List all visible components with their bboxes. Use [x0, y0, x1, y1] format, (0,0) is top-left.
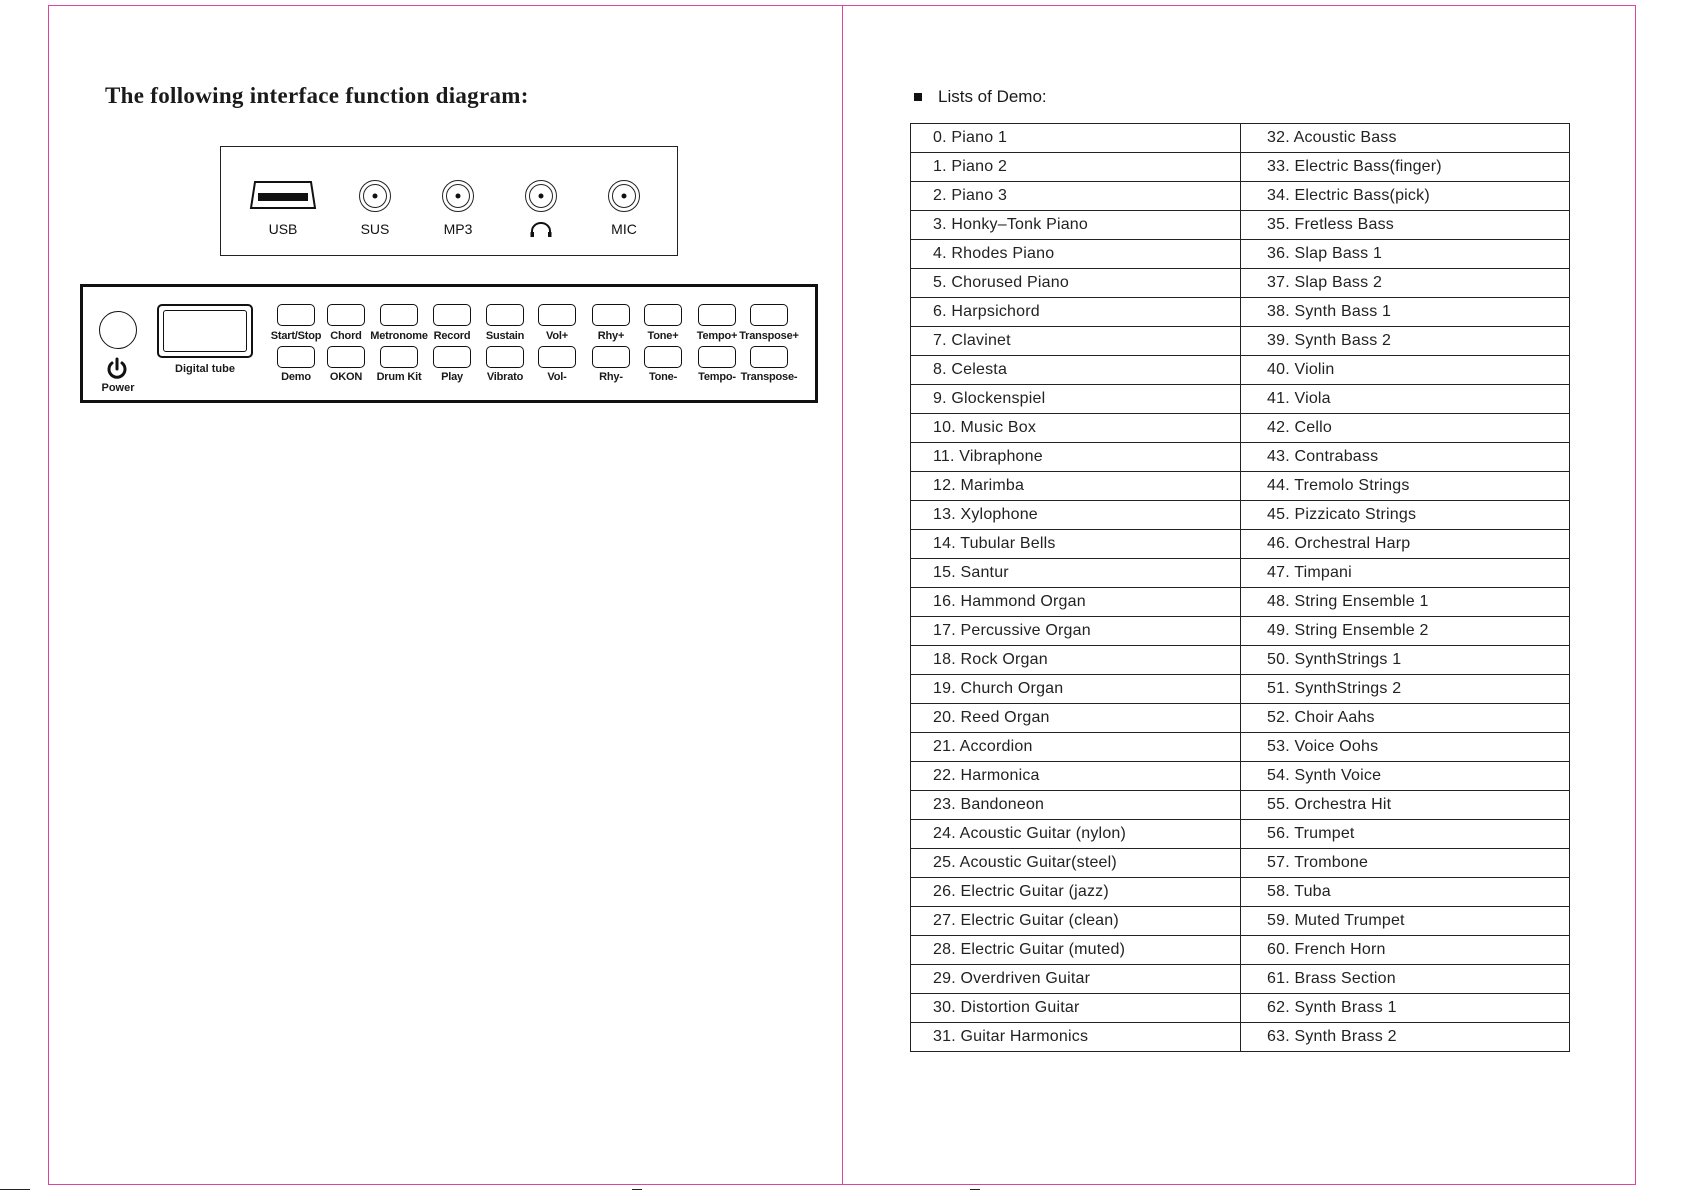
panel-button [592, 304, 630, 326]
demo-cell: 34. Electric Bass(pick) [1241, 182, 1570, 211]
table-row [911, 704, 1570, 733]
jack-panel [220, 146, 678, 256]
demo-cell: 3. Honky–Tonk Piano [911, 211, 1241, 240]
jack-socket-icon [608, 180, 640, 212]
demo-cell: 38. Synth Bass 1 [1241, 298, 1570, 327]
usb-jack [243, 147, 323, 255]
jack-label: MP3 [443, 221, 473, 237]
panel-button [277, 304, 315, 326]
panel-button [750, 346, 788, 368]
button-label-top: Transpose+ [739, 330, 799, 342]
table-row [911, 588, 1570, 617]
demo-cell: 55. Orchestra Hit [1241, 791, 1570, 820]
demo-cell: 50. SynthStrings 1 [1241, 646, 1570, 675]
demo-cell: 12. Marimba [911, 472, 1241, 501]
demo-cell: 26. Electric Guitar (jazz) [911, 878, 1241, 907]
demo-cell: 63. Synth Brass 2 [1241, 1023, 1570, 1052]
jack-label: SUS [360, 221, 390, 237]
display-label: Digital tube [175, 363, 235, 375]
button-label-top: Metronome [370, 330, 428, 342]
button-label-bottom: Demo [281, 371, 311, 383]
table-row [911, 385, 1570, 414]
demo-cell: 44. Tremolo Strings [1241, 472, 1570, 501]
demo-cell: 27. Electric Guitar (clean) [911, 907, 1241, 936]
table-row [911, 356, 1570, 385]
table-row [911, 820, 1570, 849]
usb-port-icon [249, 180, 317, 215]
table-row [911, 878, 1570, 907]
table-row [911, 240, 1570, 269]
headphone-jack [501, 147, 581, 255]
panel-button [380, 304, 418, 326]
button-label-bottom: Tone- [648, 371, 678, 383]
demo-cell: 47. Timpani [1241, 559, 1570, 588]
demo-cell: 49. String Ensemble 2 [1241, 617, 1570, 646]
table-row [911, 791, 1570, 820]
demo-cell: 20. Reed Organ [911, 704, 1241, 733]
demo-cell: 32. Acoustic Bass [1241, 124, 1570, 153]
power-label: Power [101, 382, 135, 394]
button-label-bottom: Tempo- [698, 371, 736, 383]
demo-cell: 6. Harpsichord [911, 298, 1241, 327]
jack-socket-icon [525, 180, 557, 212]
demo-cell: 2. Piano 3 [911, 182, 1241, 211]
demo-cell: 59. Muted Trumpet [1241, 907, 1570, 936]
jack-label: USB [268, 221, 298, 237]
demo-cell: 33. Electric Bass(finger) [1241, 153, 1570, 182]
demo-cell: 8. Celesta [911, 356, 1241, 385]
button-label-top: Chord [330, 330, 362, 342]
sus-jack [335, 147, 415, 255]
demo-cell: 9. Glockenspiel [911, 385, 1241, 414]
table-row [911, 559, 1570, 588]
panel-button [433, 346, 471, 368]
demo-cell: 18. Rock Organ [911, 646, 1241, 675]
power-knob [99, 311, 137, 349]
table-row [911, 762, 1570, 791]
demo-cell: 7. Clavinet [911, 327, 1241, 356]
demo-cell: 25. Acoustic Guitar(steel) [911, 849, 1241, 878]
button-label-bottom: Rhy- [599, 371, 623, 383]
table-row [911, 965, 1570, 994]
demo-cell: 22. Harmonica [911, 762, 1241, 791]
demo-cell: 11. Vibraphone [911, 443, 1241, 472]
panel-button [277, 346, 315, 368]
demo-cell: 53. Voice Oohs [1241, 733, 1570, 762]
crop-mark [970, 1189, 980, 1190]
table-row [911, 733, 1570, 762]
button-label-bottom: Play [441, 371, 463, 383]
demo-cell: 37. Slap Bass 2 [1241, 269, 1570, 298]
panel-button [380, 346, 418, 368]
digital-tube-display [157, 304, 253, 358]
button-label-bottom: Transpose- [740, 371, 798, 383]
table-row [911, 211, 1570, 240]
panel-button [592, 346, 630, 368]
table-row [911, 443, 1570, 472]
panel-button [327, 304, 365, 326]
button-label-top: Tempo+ [696, 330, 738, 342]
demo-cell: 45. Pizzicato Strings [1241, 501, 1570, 530]
jack-socket-icon [442, 180, 474, 212]
demo-cell: 10. Music Box [911, 414, 1241, 443]
demo-cell: 21. Accordion [911, 733, 1241, 762]
demo-cell: 16. Hammond Organ [911, 588, 1241, 617]
demo-cell: 29. Overdriven Guitar [911, 965, 1241, 994]
panel-button [486, 304, 524, 326]
button-label-top: Tone+ [647, 330, 679, 342]
panel-button [538, 346, 576, 368]
demo-cell: 24. Acoustic Guitar (nylon) [911, 820, 1241, 849]
demo-cell: 28. Electric Guitar (muted) [911, 936, 1241, 965]
demo-cell: 60. French Horn [1241, 936, 1570, 965]
demo-cell: 0. Piano 1 [911, 124, 1241, 153]
table-row [911, 414, 1570, 443]
table-row [911, 530, 1570, 559]
demo-cell: 52. Choir Aahs [1241, 704, 1570, 733]
demo-cell: 19. Church Organ [911, 675, 1241, 704]
control-panel [80, 284, 818, 403]
panel-button [486, 346, 524, 368]
demo-cell: 35. Fretless Bass [1241, 211, 1570, 240]
table-row [911, 124, 1570, 153]
demo-cell: 61. Brass Section [1241, 965, 1570, 994]
headphones-icon [529, 221, 553, 242]
demo-cell: 46. Orchestral Harp [1241, 530, 1570, 559]
panel-button [698, 304, 736, 326]
panel-button [433, 304, 471, 326]
table-row [911, 501, 1570, 530]
demo-cell: 62. Synth Brass 1 [1241, 994, 1570, 1023]
table-row [911, 936, 1570, 965]
button-label-bottom: OKON [329, 371, 363, 383]
demo-cell: 58. Tuba [1241, 878, 1570, 907]
button-label-top: Record [433, 330, 471, 342]
demo-cell: 4. Rhodes Piano [911, 240, 1241, 269]
panel-button [750, 304, 788, 326]
bullet-icon [914, 93, 922, 101]
jack-label: MIC [611, 221, 637, 237]
table-row [911, 269, 1570, 298]
demo-cell: 39. Synth Bass 2 [1241, 327, 1570, 356]
demo-cell: 40. Violin [1241, 356, 1570, 385]
crop-mark [632, 1189, 642, 1190]
table-row [911, 646, 1570, 675]
mic-jack [584, 147, 664, 255]
demo-cell: 31. Guitar Harmonics [911, 1023, 1241, 1052]
table-row [911, 994, 1570, 1023]
jack-socket-icon [359, 180, 391, 212]
button-label-bottom: Vol- [547, 371, 567, 383]
table-row [911, 617, 1570, 646]
panel-button [644, 346, 682, 368]
demo-cell: 56. Trumpet [1241, 820, 1570, 849]
table-row [911, 907, 1570, 936]
demo-cell: 41. Viola [1241, 385, 1570, 414]
demo-cell: 14. Tubular Bells [911, 530, 1241, 559]
button-label-bottom: Vibrato [486, 371, 524, 383]
demo-list-table [910, 123, 1570, 1052]
table-row [911, 472, 1570, 501]
demo-cell: 54. Synth Voice [1241, 762, 1570, 791]
table-row [911, 849, 1570, 878]
table-row [911, 327, 1570, 356]
demo-cell: 30. Distortion Guitar [911, 994, 1241, 1023]
button-label-top: Start/Stop [270, 330, 322, 342]
panel-button [698, 346, 736, 368]
demo-cell: 57. Trombone [1241, 849, 1570, 878]
panel-button [327, 346, 365, 368]
table-row [911, 1023, 1570, 1052]
demo-cell: 1. Piano 2 [911, 153, 1241, 182]
demo-list-title: Lists of Demo: [938, 87, 1047, 106]
button-label-top: Rhy+ [597, 330, 625, 342]
page-divider [842, 5, 843, 1185]
demo-cell: 43. Contrabass [1241, 443, 1570, 472]
demo-cell: 51. SynthStrings 2 [1241, 675, 1570, 704]
panel-button [538, 304, 576, 326]
table-row [911, 182, 1570, 211]
table-row [911, 298, 1570, 327]
demo-cell: 48. String Ensemble 1 [1241, 588, 1570, 617]
crop-mark [0, 1189, 30, 1190]
demo-cell: 36. Slap Bass 1 [1241, 240, 1570, 269]
table-row [911, 153, 1570, 182]
demo-cell: 13. Xylophone [911, 501, 1241, 530]
table-row [911, 675, 1570, 704]
button-label-top: Sustain [485, 330, 525, 342]
demo-cell: 23. Bandoneon [911, 791, 1241, 820]
demo-cell: 42. Cello [1241, 414, 1570, 443]
button-label-bottom: Drum Kit [376, 371, 422, 383]
demo-cell: 17. Percussive Organ [911, 617, 1241, 646]
demo-cell: 5. Chorused Piano [911, 269, 1241, 298]
demo-cell: 15. Santur [911, 559, 1241, 588]
page-heading: The following interface function diagram: [105, 83, 529, 108]
panel-button [644, 304, 682, 326]
button-label-top: Vol+ [546, 330, 568, 342]
mp3-jack [418, 147, 498, 255]
